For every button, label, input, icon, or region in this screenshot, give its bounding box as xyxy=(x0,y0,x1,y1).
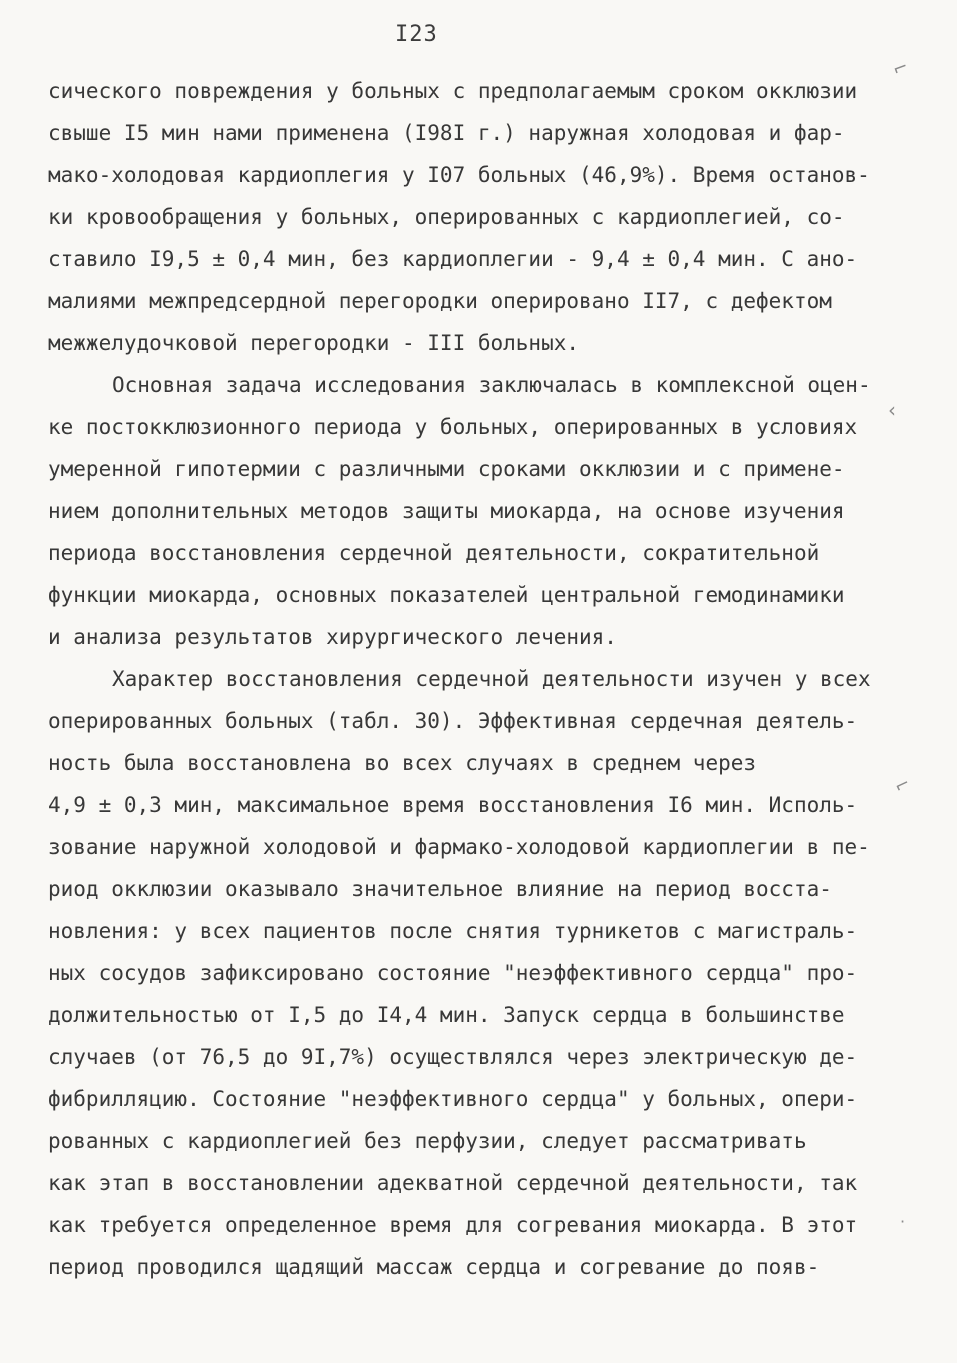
text-line: периода восстановления сердечной деятельности, сократительной xyxy=(48,541,820,565)
text-line: оперированных больных (табл. 30). Эффективная сердечная деятель- xyxy=(48,709,858,733)
text-line: ных сосудов зафиксировано состояние "неэффективного сердца" про- xyxy=(48,961,858,985)
text-line: случаев (от 76,5 до 9I,7%) осуществлялся через электрическую де- xyxy=(48,1045,858,1069)
text-line: как требуется определенное время для согревания миокарда. В этот xyxy=(48,1213,858,1237)
text-line: как этап в восстановлении адекватной сердечной деятельности, так xyxy=(48,1171,858,1195)
text-line: ки кровообращения у больных, оперированных с кардиоплегией, со- xyxy=(48,205,845,229)
text-line: свыше I5 мин нами применена (I98I г.) наружная холодовая и фар- xyxy=(48,121,845,145)
text-line: зование наружной холодовой и фармако-холодовой кардиоплегии в пе- xyxy=(48,835,870,859)
page-number: I23 xyxy=(395,22,438,47)
paragraph-3 xyxy=(48,658,898,1288)
text-line: функции миокарда, основных показателей центральной гемодинамики xyxy=(48,583,845,607)
margin-mark: ⌐ xyxy=(889,56,912,81)
text-line: умеренной гипотермии с различными сроками окклюзии и с примене- xyxy=(48,457,845,481)
text-line: период проводился щадящий массаж сердца и согревание до появ- xyxy=(48,1255,820,1279)
text-line: Основная задача исследования заключалась в комплексной оцен- xyxy=(112,373,871,397)
text-line: риод окклюзии оказывало значительное влияние на период восста- xyxy=(48,877,832,901)
body-text xyxy=(48,70,898,1288)
text-line: ке постокклюзионного периода у больных, оперированных в условиях xyxy=(48,415,858,439)
margin-mark: ⌐ xyxy=(891,772,914,799)
text-line: и анализа результатов хирургического лечения. xyxy=(48,625,617,649)
text-line: мако-холодовая кардиоплегия у I07 больных (46,9%). Время останов- xyxy=(48,163,870,187)
text-line: ность была восстановлена во всех случаях в среднем через xyxy=(48,751,757,775)
text-line: малиями межпредсердной перегородки оперировано II7, с дефектом xyxy=(48,289,832,313)
text-line: Характер восстановления сердечной деятельности изучен у всех xyxy=(112,667,871,691)
text-line: ставило I9,5 ± 0,4 мин, без кардиоплегии - 9,4 ± 0,4 мин. С ано- xyxy=(48,247,858,271)
text-line: нием дополнительных методов защиты миокарда, на основе изучения xyxy=(48,499,845,523)
text-line: сического повреждения у больных с предполагаемым сроком окклюзии xyxy=(48,79,858,103)
paragraph-2 xyxy=(48,364,898,658)
text-line: 4,9 ± 0,3 мин, максимальное время восстановления I6 мин. Исполь- xyxy=(48,793,858,817)
text-line: рованных с кардиоплегией без перфузии, следует рассматривать xyxy=(48,1129,807,1153)
paragraph-1 xyxy=(48,70,898,364)
margin-mark: ‹ xyxy=(888,398,896,422)
text-line: должительностью от I,5 до I4,4 мин. Запуск сердца в большинстве xyxy=(48,1003,845,1027)
text-line: новления: у всех пациентов после снятия турникетов с магистраль- xyxy=(48,919,858,943)
text-line: фибрилляцию. Состояние "неэффективного сердца" у больных, опери- xyxy=(48,1087,858,1111)
margin-mark: · xyxy=(900,1212,906,1231)
text-line: межжелудочковой перегородки - III больных. xyxy=(48,331,580,355)
